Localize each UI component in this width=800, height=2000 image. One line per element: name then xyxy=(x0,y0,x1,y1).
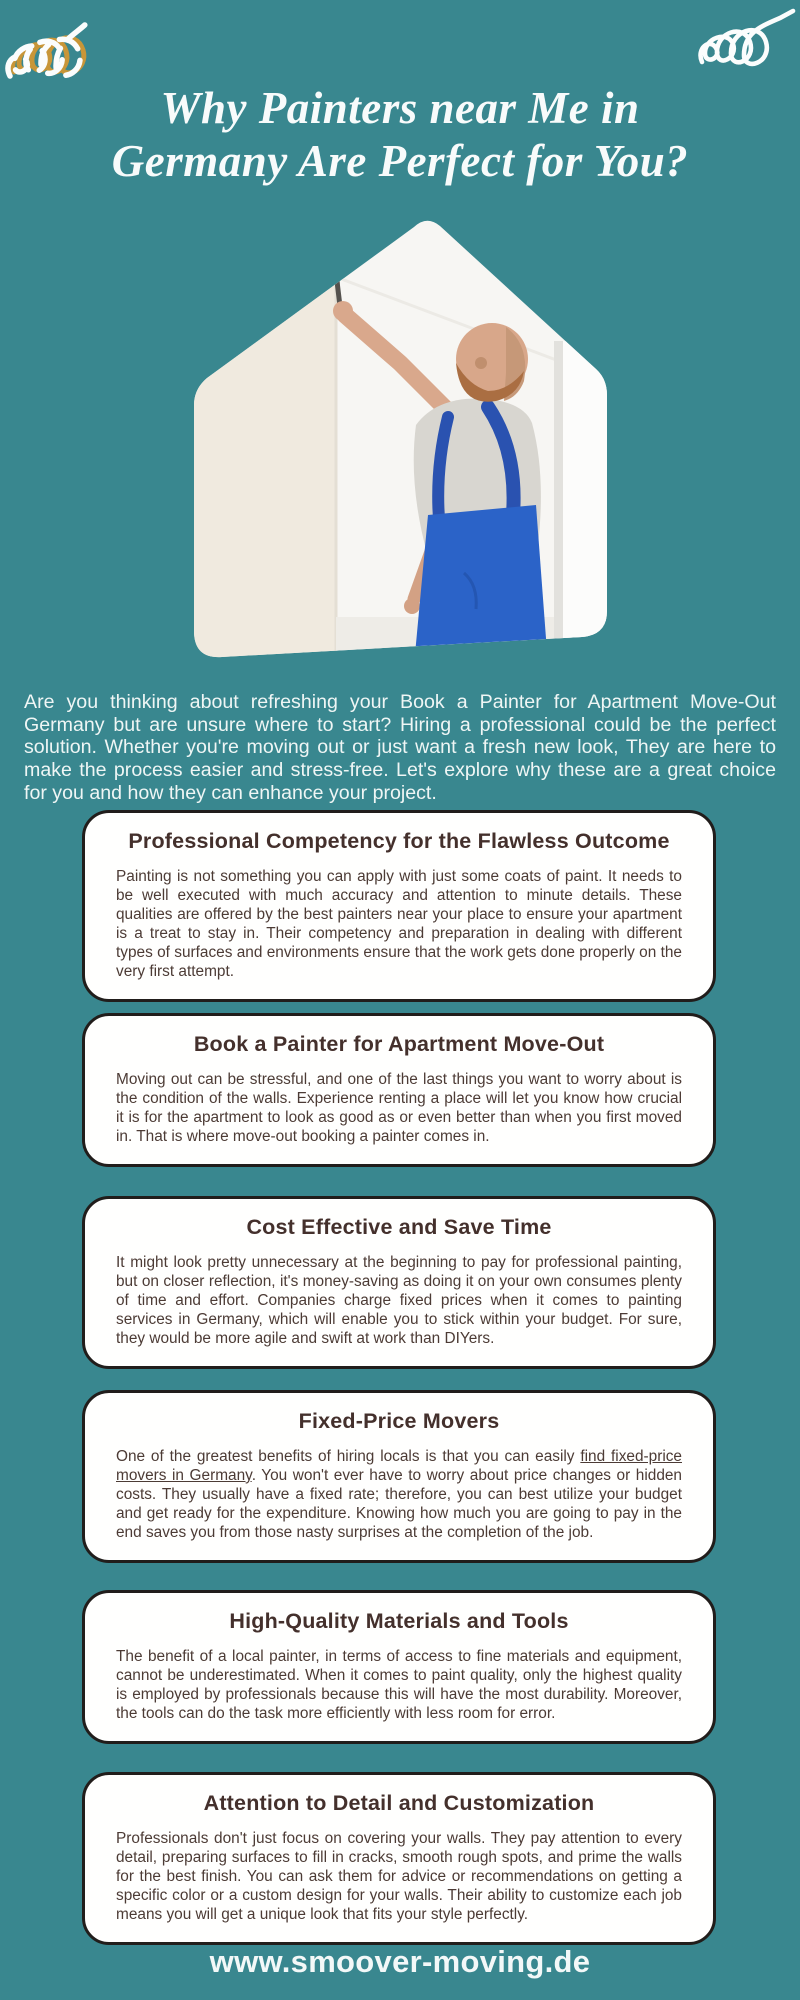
card-fixed-price-movers xyxy=(82,1390,716,1563)
ear xyxy=(475,357,487,369)
blue-overalls xyxy=(414,505,548,665)
card-book-a-painter xyxy=(82,1013,716,1167)
card-body: Professionals don't just focus on covering your walls. They pay attention to every detail, preparing surfaces to fill in cracks, smooth rough spots, and prime the walls for the best finish. You can ask them for advice or recommendations on getting a specific color or a custom design for your walls. Their ability to customize each job means you will get a unique look that fits your style perfectly. xyxy=(116,1830,682,1923)
card-title: Cost Effective and Save Time xyxy=(246,1215,552,1239)
card-body-text: . You won't ever have to worry about price changes or hidden costs. They usually have a fixed rate; therefore, you can best utilize your budget and get ready for the expenditure. Knowing how much you are going to pay in the end saves you from those nasty surprises at the completion of the job. xyxy=(116,1467,682,1541)
card-high-quality-materials xyxy=(82,1590,716,1744)
painter-photo xyxy=(188,213,612,665)
card-body: The benefit of a local painter, in terms of access to fine materials and equipment, cannot be underestimated. When it comes to paint quality, only the highest quality is employed by professionals because this will have the most durability. Moreover, the tools can do the task more efficiently with less room for error. xyxy=(116,1648,682,1722)
intro-paragraph: Are you thinking about refreshing your Book a Painter for Apartment Move-Out Germany but are unsure where to start? Hiring a professional could be the perfect solution. Whether you're moving out or just want a fresh new look, They are here to make the process easier and stress-free. Let's explore why these are a great choice for you and how they can enhance your project. xyxy=(24,691,776,804)
card-title: Book a Painter for Apartment Move-Out xyxy=(193,1032,605,1056)
white-strand xyxy=(701,11,793,64)
card-body: Painting is not something you can apply with just some coats of paint. It needs to be well executed with much accuracy and attention to minute details. These qualities are offered by the best painters near your place to ensure your apartment is a treat to stay in. Their competency and preparation in dealing with different types of surfaces and environments ensure that the work gets done properly on the very first attempt. xyxy=(116,868,682,980)
page-title-line2: Germany Are Perfect for You? xyxy=(111,136,689,186)
page-title-line1: Why Painters near Me in xyxy=(160,83,640,133)
pillar-shadow xyxy=(554,341,563,665)
card-title: Professional Competency for the Flawless Outcome xyxy=(128,829,670,853)
card-body-text: One of the greatest benefits of hiring locals is that you can easily xyxy=(116,1448,581,1465)
fixed-price-movers-link[interactable]: find fixed-price movers in Germany xyxy=(116,1448,682,1484)
card-body: It might look pretty unnecessary at the beginning to pay for professional painting, but on closer reflection, it's money-saving as doing it on your own consumes plenty of time and effort. Companies charge fixed prices when it comes to painting services in Germany, which will enable you to stick within your budget. For sure, they would be more agile and swift at work than DIYers. xyxy=(116,1254,682,1347)
card-attention-to-detail xyxy=(82,1772,716,1945)
coil-scribble-icon-right xyxy=(696,6,798,80)
card-title: High-Quality Materials and Tools xyxy=(229,1609,569,1633)
website-url: www.smoover-moving.de xyxy=(209,1944,591,1979)
card-cost-effective xyxy=(82,1196,716,1369)
pillar xyxy=(563,341,612,665)
page-title xyxy=(0,82,800,188)
hand xyxy=(404,598,420,614)
hand xyxy=(333,301,353,321)
card-title: Attention to Detail and Customization xyxy=(203,1791,595,1815)
card-title: Fixed-Price Movers xyxy=(298,1409,500,1433)
card-body xyxy=(116,1447,682,1542)
card-professional-competency xyxy=(82,810,716,1002)
cream-wall xyxy=(188,213,336,665)
card-body: Moving out can be stressful, and one of the last things you want to worry about is the condition of the walls. Experience renting a place will let you know how crucial it is for the apartment to look as good as or even better than when you first moved in. That is where move-out booking a painter comes in. xyxy=(116,1071,682,1145)
painter-photo-illustration xyxy=(188,213,612,665)
